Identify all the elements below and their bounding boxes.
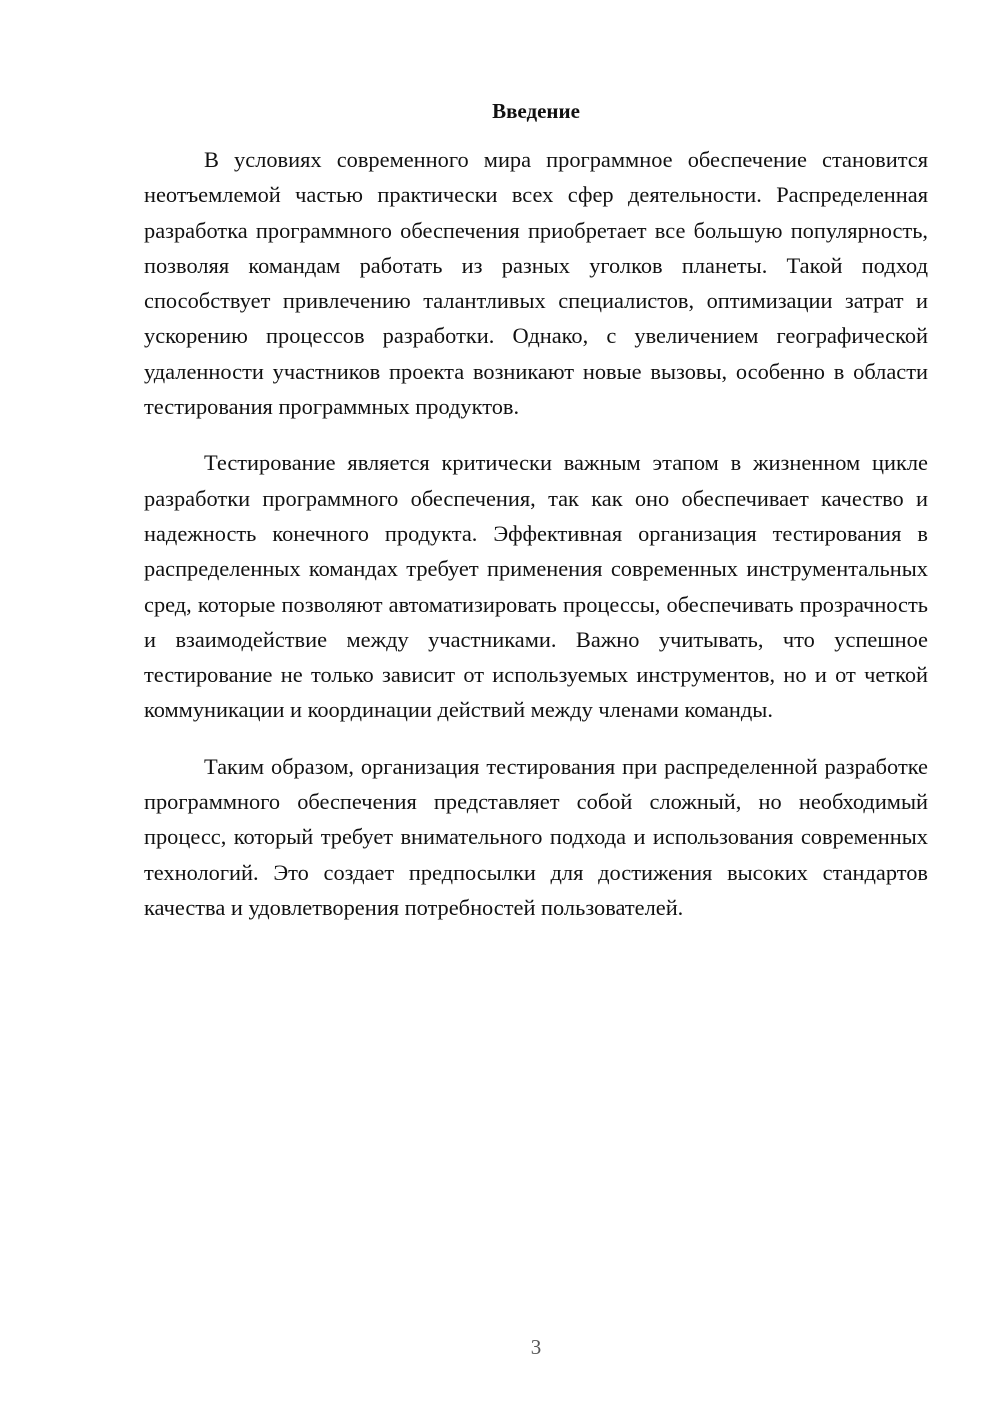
section-heading: Введение [492, 99, 580, 123]
page-number: 3 [530, 1335, 542, 1359]
paragraph-3: Таким образом, организация тестирования при распределенной разработке программного обеспечения представляет собой сложный, но необходимый процесс, который требует внимательного подхода и использования современных технологий. Это создает предпосылки для достижения высоких стандартов качества и удовлетворения потребностей пользователей. [144, 753, 928, 920]
body-text [144, 142, 928, 946]
paragraph-1: В условиях современного мира программное обеспечение становится неотъемлемой частью практически всех сфер деятельности. Распределенная разработка программного обеспечения приобретает все большую популярность, позволяя командам работать из разных уголков планеты. Такой подход способствует привлечению талантливых специалистов, оптимизации затрат и ускорению процессов разработки. Однако, с увеличением географической удаленности участников проекта возникают новые вызовы, особенно в области тестирования программных продуктов. [144, 147, 928, 420]
paragraph-2: Тестирование является критически важным этапом в жизненном цикле разработки программного обеспечения, так как оно обеспечивает качество и надежность конечного продукта. Эффективная организация тестирования в распределенных командах требует применения современных инструментальных сред, которые позволяют автоматизировать процессы, обеспечивать прозрачность и взаимодействие между участниками. Важно учитывать, что успешное тестирование не только зависит от используемых инструментов, но и от четкой коммуникации и координации действий между членами команды. [144, 450, 928, 723]
